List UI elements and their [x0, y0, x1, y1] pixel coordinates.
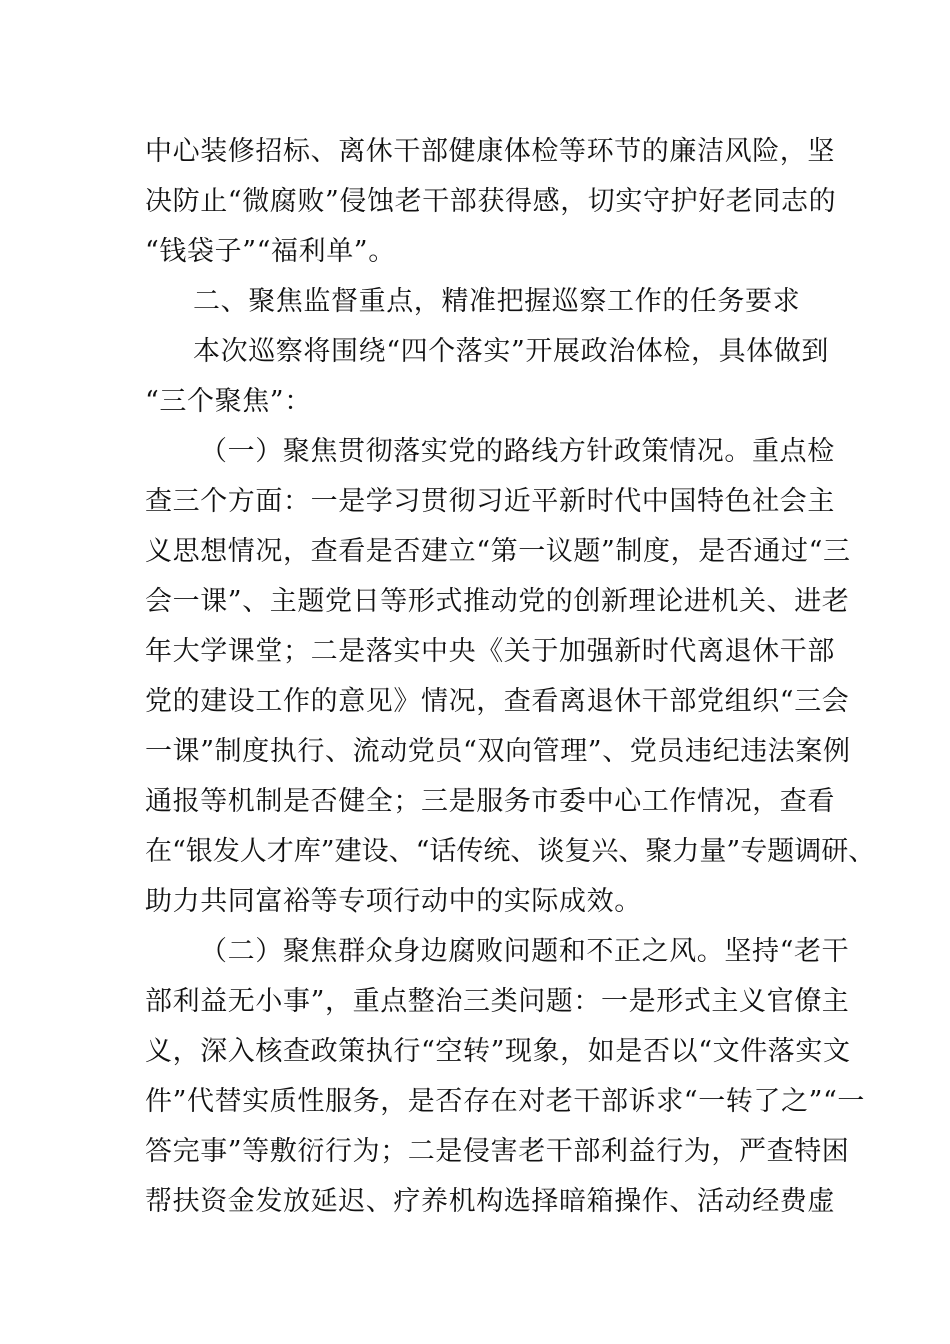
- body-text-line: 年大学课堂；二是落实中央《关于加强新时代离退休干部: [145, 636, 835, 667]
- body-text-line: 决防止“微腐败”侵蚀老干部获得感，切实守护好老同志的: [145, 186, 837, 217]
- body-text-line: 中心装修招标、离休干部健康体检等环节的廉洁风险，坚: [145, 136, 835, 167]
- body-text-line: 部利益无小事”，重点整治三类问题：一是形式主义官僚主: [145, 986, 850, 1017]
- body-text-line: 在“银发人才库”建设、“话传统、谈复兴、聚力量”专题调研、: [145, 836, 876, 867]
- body-text-line: 答完事”等敷衍行为；二是侵害老干部利益行为，严查特困: [145, 1136, 850, 1167]
- body-text-line: 会一课”、主题党日等形式推动党的创新理论进机关、进老: [145, 586, 850, 617]
- body-text-line: 义，深入核查政策执行“空转”现象，如是否以“文件落实文: [145, 1036, 851, 1067]
- body-text-line: 查三个方面：一是学习贯彻习近平新时代中国特色社会主: [145, 486, 835, 517]
- body-text-line: 义思想情况，查看是否建立“第一议题”制度，是否通过“三: [145, 536, 851, 567]
- body-text-line: 帮扶资金发放延迟、疗养机构选择暗箱操作、活动经费虚: [145, 1186, 835, 1217]
- body-text-line: 党的建设工作的意见》情况，查看离退休干部党组织“三会: [145, 686, 850, 717]
- body-text-line: 通报等机制是否健全；三是服务市委中心工作情况，查看: [145, 786, 835, 817]
- body-text-line: “钱袋子”“福利单”。: [145, 236, 396, 267]
- body-text-line: 一课”制度执行、流动党员“双向管理”、党员违纪违法案例: [145, 736, 851, 767]
- body-text-line: 本次巡察将围绕“四个落实”开展政治体检，具体做到: [193, 336, 830, 367]
- section-heading: 二、聚焦监督重点，精准把握巡察工作的任务要求: [193, 286, 801, 317]
- body-text-line: 助力共同富裕等专项行动中的实际成效。: [145, 886, 642, 917]
- body-text-line: “三个聚焦”：: [145, 386, 312, 417]
- subsection-heading: （二）聚焦群众身边腐败问题和不正之风。坚持“老干: [200, 936, 850, 967]
- body-text-line: 件”代替实质性服务，是否存在对老干部诉求“一转了之”“一: [145, 1086, 866, 1117]
- subsection-heading: （一）聚焦贯彻落实党的路线方针政策情况。重点检: [200, 436, 835, 467]
